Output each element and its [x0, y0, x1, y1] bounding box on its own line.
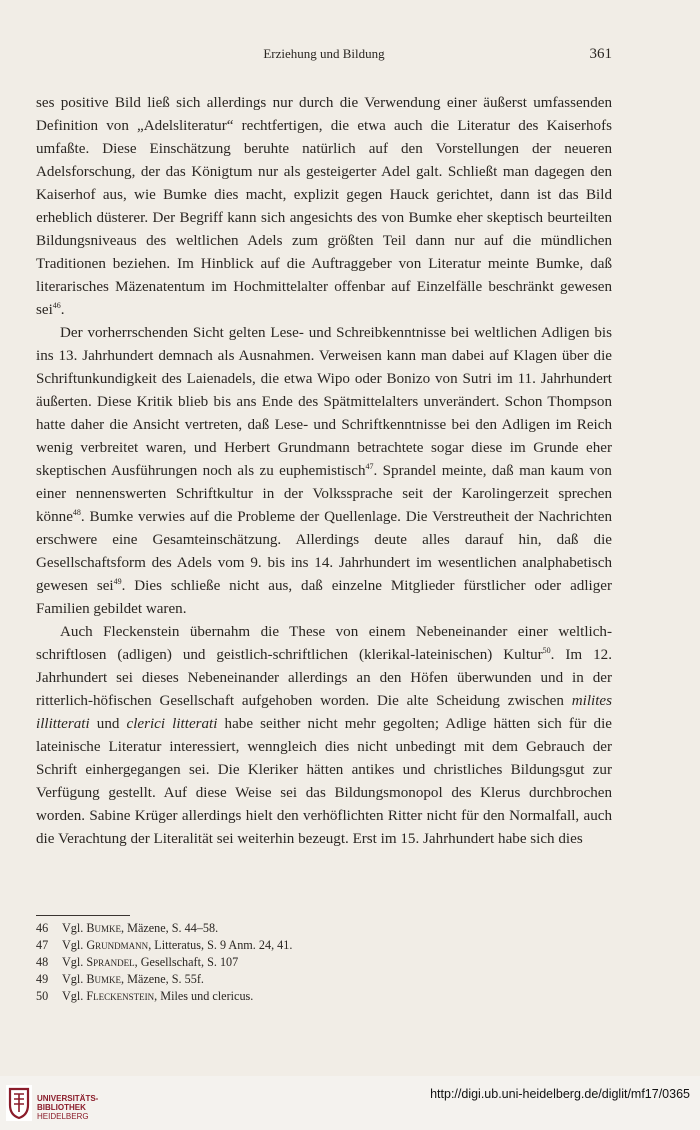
- footnote-ref-48[interactable]: 48: [72, 508, 81, 517]
- footnote: [36, 988, 612, 1005]
- footnote-ref-50[interactable]: 50: [542, 646, 551, 655]
- text-run: . Im 12. Jahrhundert sei dieses Nebeneinander allerdings an den Höfen überwunden und in der ritterlich-höfischen Gesellschaft aufgehoben worden. Die alte Scheidung zwischen: [36, 647, 612, 709]
- paragraph-2: [36, 322, 612, 621]
- permalink-url[interactable]: http://digi.ub.uni-heidelberg.de/diglit/mf17/0365: [430, 1087, 690, 1101]
- text-run: . Bumke verwies auf die Probleme der Quellenlage. Die Verstreutheit der Nachrichten erschwere eine Gesamteinschätzung. Allerdings deute alles darauf hin, daß die Gesellschaftsform des Adels vom 9. bis ins 14. Jahrhundert im wesentlichen analphabetisch gewesen sei: [36, 509, 612, 594]
- body-text: [36, 92, 612, 851]
- library-logo-text[interactable]: UNIVERSITÄTS- BIBLIOTHEK HEIDELBERG: [37, 1094, 99, 1121]
- text-run: ses positive Bild ließ sich allerdings nur durch die Verwendung einer äußerst umfassenden Definition von „Adelsliteratur“ rechtfertigen, die etwa auch die Literatur des Kaiserhofs umfaßte. Diese Einschätzung beruhte natürlich auf den Vorstellungen der neueren Adelsforschung, der das Königtum nur als gesteigerter Adel galt. Schließt man dagegen den Kaiserhof aus, wie Bumke dies macht, explizit gegen Hauck gerichtet, dann ist das Bild erheblich düsterer. Der Begriff kann sich angesichts des von Bumke eher skeptisch beurteilten Bildungsniveaus des weltlichen Adels zum größten Teil dann nur auf die mündlichen Traditionen beziehen. Im Hinblick auf die Auftraggeber von Literatur meinte Bumke, daß literarisches Mäzenatentum im Hochmittelalter offenbar auf Einzelfälle beschränkt gewesen sei: [36, 95, 612, 318]
- footnote-text: Vgl. Bumke, Mäzene, S. 44–58.: [62, 921, 219, 935]
- footnote: [36, 971, 612, 988]
- footnote: [36, 920, 612, 937]
- paragraph-1: [36, 92, 612, 322]
- latin-term: clerici litterati: [126, 716, 218, 732]
- footnote-text: Vgl. Grundmann, Litteratus, S. 9 Anm. 24, 41.: [62, 938, 293, 953]
- footnote-ref-47[interactable]: 47: [365, 462, 374, 471]
- text-run: Auch Fleckenstein übernahm die These von einem Nebeneinander einer weltlich-schriftlosen (adligen) und geistlich-schriftlichen (klerikal-lateinischen) Kultur: [36, 624, 612, 663]
- library-logo-icon: [6, 1085, 32, 1121]
- footnote-text: Vgl. Fleckenstein, Miles und clericus.: [62, 989, 254, 1004]
- footnote-divider: [36, 915, 130, 916]
- footnote: [36, 954, 612, 971]
- latin-term: milites illitterati: [36, 693, 612, 732]
- running-head: [36, 46, 612, 66]
- digitization-footer: [0, 1076, 700, 1130]
- text-run: . Dies schließe nicht aus, daß einzelne Mitglieder fürstlicher oder adliger Familien gebildet waren.: [36, 578, 612, 617]
- footnote-number: 47: [36, 938, 49, 953]
- text-run: .: [60, 302, 65, 318]
- paragraph-3: [36, 621, 612, 851]
- footnote-number: 49: [36, 972, 49, 987]
- text-run: und: [89, 716, 127, 732]
- text-run: habe seither nicht mehr gegolten; Adlige hätten sich für die lateinische Literatur interessiert, wenngleich dies nicht unbedingt mit dem Gebrauch der Schrift einhergegangen sei. Die Kleriker hätten antikes und christliches Bildungsgut zur Verfügung gestellt. Auf diese Weise sei das Bildungsmonopol des Klerus durchbrochen worden. Sabine Krüger allerdings hielt den verhöflichten Ritter nicht für den Normalfall, auch die Verachtung der Literalität sei weiterhin bezeugt. Erst im 15. Jahrhundert habe sich dies: [36, 716, 612, 847]
- footnote-number: 48: [36, 955, 49, 970]
- footnote-number: 46: [36, 921, 49, 935]
- footnote-number: 50: [36, 989, 49, 1004]
- footnotes: [36, 920, 612, 1005]
- text-run: Der vorherrschenden Sicht gelten Lese- und Schreibkenntnisse bei weltlichen Adligen bis ins 13. Jahrhundert demnach als Ausnahmen. Verweisen kann man dabei auf Klagen über die Schriftunkundigkeit des Laienadels, die etwa Wipo oder Bonizo von Sutri im 11. Jahrhundert äußerten. Diese Kritik blieb bis ans Ende des Spätmittelalters unverändert. Schon Thompson hatte daher die Ansicht vertreten, daß Lese- und Schriftkenntnisse bei den Adligen im Reich wenig verbreitet waren, und Herbert Grundmann betrachtete sogar diese im Grunde eher skeptischen Ausführungen noch als zu euphemistisch: [36, 325, 612, 479]
- footnote-ref-46[interactable]: 46: [52, 301, 61, 310]
- footnote-text: Vgl. Sprandel, Gesellschaft, S. 107: [62, 955, 239, 970]
- footnote-text: Vgl. Bumke, Mäzene, S. 55f.: [62, 972, 204, 987]
- page-number: 361: [589, 46, 612, 62]
- footnote: [36, 937, 612, 954]
- footnote-ref-49[interactable]: 49: [113, 577, 122, 586]
- text-run: . Sprandel meinte, daß man kaum von einer nennenswerten Schriftkultur in der Volkssprache seit der Karolingerzeit sprechen könne: [36, 463, 612, 525]
- running-title: Erziehung und Bildung: [263, 46, 385, 61]
